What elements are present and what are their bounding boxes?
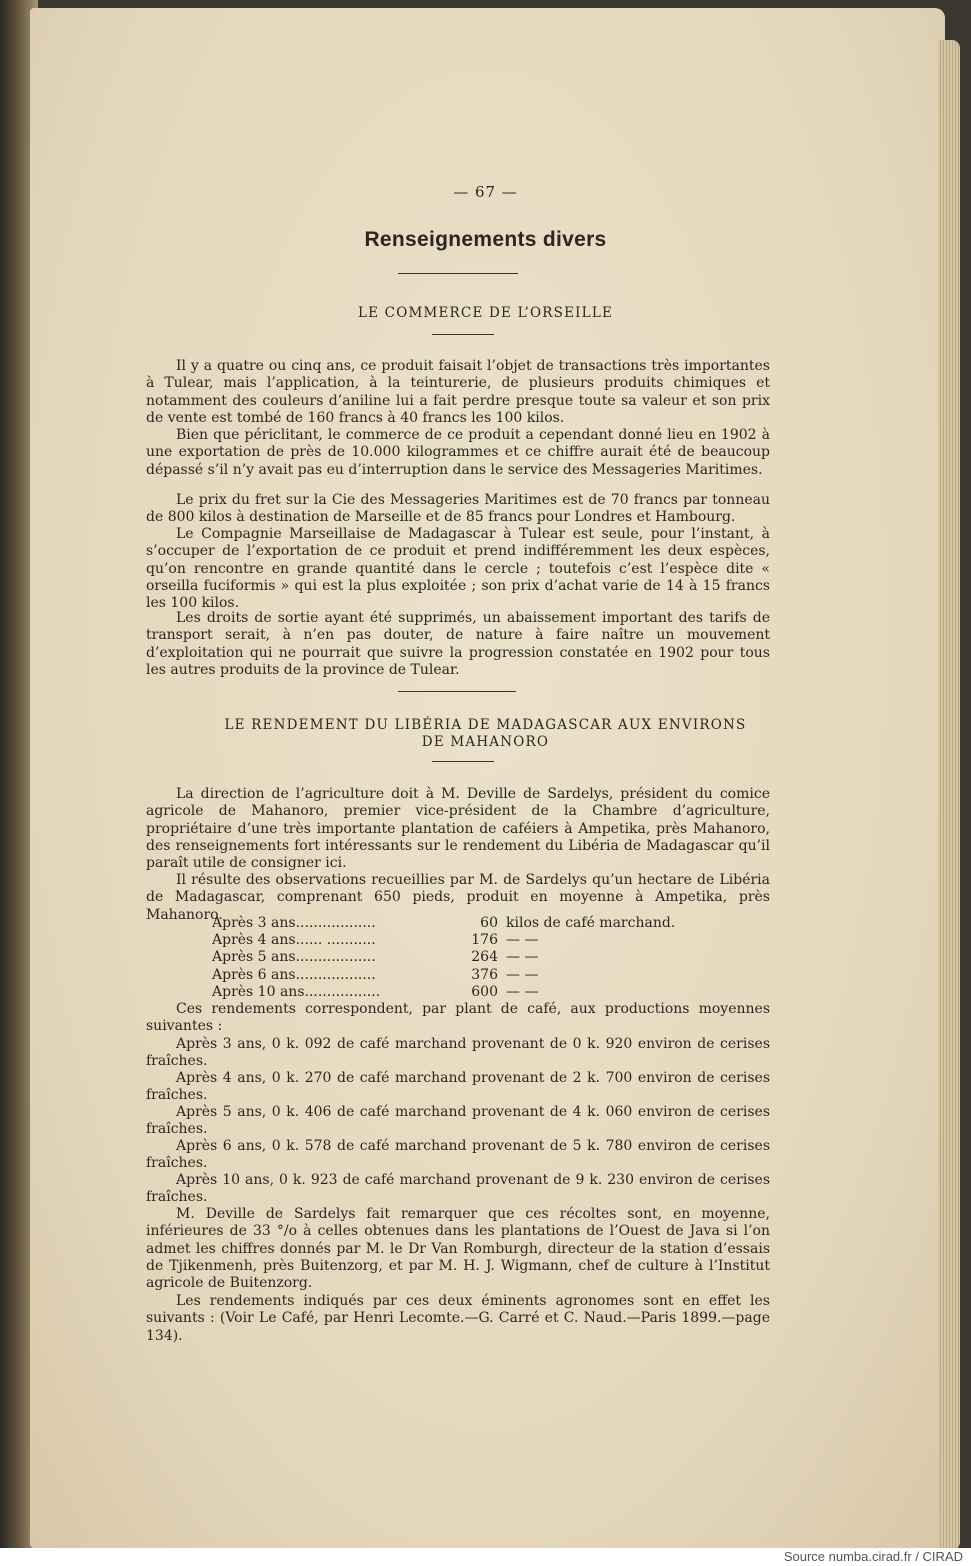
yield-table xyxy=(212,915,675,1001)
yield-row: Après 5 ans.................. 264 — — xyxy=(212,949,539,966)
section1-para-3: Le prix du fret sur la Cie des Messageries Maritimes est de 70 francs par tonneau de 800 kilos à destination de Marseille et de 85 francs pour Londres et Hambourg. xyxy=(146,492,770,526)
section1-heading: LE COMMERCE DE L’ORSEILLE xyxy=(357,305,614,321)
section2-body-1: Ces rendements correspondent, par plant de café, aux productions moyennes suivantes : xyxy=(146,1001,770,1035)
yield-row: Après 10 ans................. 600 — — xyxy=(212,983,539,1000)
section2-body-5: Après 6 ans, 0 k. 578 de café marchand provenant de 5 k. 780 environ de cerises fraîches. xyxy=(146,1138,770,1172)
section2-intro-1: La direction de l’agriculture doit à M. Deville de Sardelys, président du comice agricole de Mahanoro, premier vice-président de la Chambre d’agriculture, propriétaire d’une très importante plantation de caféiers à Ampetika, près Mahanoro, des renseignements fort intéressants sur le rendement du Libéria de Madagascar qu’il paraît utile de consigner ici. xyxy=(146,786,770,872)
section2-heading-line1: LE RENDEMENT DU LIBÉRIA DE MADAGASCAR AUX ENVIRONS xyxy=(224,717,747,733)
section2-body-6: Après 10 ans, 0 k. 923 de café marchand provenant de 9 k. 230 environ de cerises fraîches. xyxy=(146,1172,770,1206)
page-title: Renseignements divers xyxy=(364,228,607,251)
yield-row: Après 3 ans.................. 60 kilos de café marchand. xyxy=(212,915,676,931)
section2-intro-2: Il résulte des observations recueillies par M. de Sardelys qu’un hectare de Libéria de Madagascar, comprenant 650 pieds, produit en moyenne à Ampetika, près Mahanoro. xyxy=(146,872,770,923)
source-credit: Source numba.cirad.fr / CIRAD xyxy=(783,1549,963,1564)
section1-para-1: Il y a quatre ou cinq ans, ce produit faisait l’objet de transactions très importantes à Tulear, mais l’application, à la teinturerie, de plusieurs produits chimiques et notamment des couleurs d’aniline lui a fait perdre presque toute sa valeur et son prix de vente est tombé de 160 francs à 40 francs les 100 kilos. xyxy=(146,358,770,426)
section2-rule xyxy=(432,761,494,762)
section2-heading-line2: DE MAHANORO xyxy=(421,734,550,750)
page-number: — 67 — xyxy=(453,183,518,201)
section1-para-2: Bien que périclitant, le commerce de ce produit a cependant donné lieu en 1902 à une exportation de près de 10.000 kilogrammes et ce chiffre aurait été de beaucoup dépassé s’il n’y avait pas eu d’interruption dans le service des Messageries Maritimes. xyxy=(146,427,770,478)
page-edge xyxy=(938,40,960,1550)
section2-body-3: Après 4 ans, 0 k. 270 de café marchand provenant de 2 k. 700 environ de cerises fraîches. xyxy=(146,1070,770,1104)
section-divider xyxy=(398,691,516,692)
section1-para-4: Le Compagnie Marseillaise de Madagascar à Tulear est seule, pour l’instant, à s’occuper de l’exportation de ce produit et prend indifféremment les deux espèces, qu’on rencontre en grande quantité dans le cercle ; toutefois c’est l’espèce dite « orseilla fuciformis » qui est la plus exploitée ; son prix d’achat varie de 14 à 15 francs les 100 kilos. xyxy=(146,526,770,612)
section2-body-7: M. Deville de Sardelys fait remarquer que ces récoltes sont, en moyenne, inférieures de 33 °/o à celles obtenues dans les plantations de l’Ouest de Java si l’on admet les chiffres donnés par M. le Dr Van Romburgh, directeur de la station d’essais de Tjikenmenh, près Buitenzorg, et par M. H. J. Wigmann, chef de culture à l’Institut agricole de Buitenzorg. xyxy=(146,1206,770,1292)
yield-row: Après 4 ans...... ........... 176 — — xyxy=(212,932,539,949)
section2-body-8: Les rendements indiqués par ces deux éminents agronomes sont en effet les suivants : (Voir Le Café, par Henri Lecomte.—G. Carré et C. Naud.—Paris 1899.—page 134). xyxy=(146,1293,770,1344)
section1-para-5: Les droits de sortie ayant été supprimés, un abaissement important des tarifs de transport serait, à n’en pas douter, de nature à faire naître un mouvement d’exploitation qui ne pourrait que suivre la progression constatée en 1902 pour tous les autres produits de la province de Tulear. xyxy=(146,610,770,678)
section2-body-4: Après 5 ans, 0 k. 406 de café marchand provenant de 4 k. 060 environ de cerises fraîches. xyxy=(146,1104,770,1138)
title-rule xyxy=(398,273,518,274)
section2-body-2: Après 3 ans, 0 k. 092 de café marchand provenant de 0 k. 920 environ de cerises fraîches. xyxy=(146,1036,770,1070)
yield-row: Après 6 ans.................. 376 — — xyxy=(212,966,539,983)
section1-rule xyxy=(432,334,494,335)
